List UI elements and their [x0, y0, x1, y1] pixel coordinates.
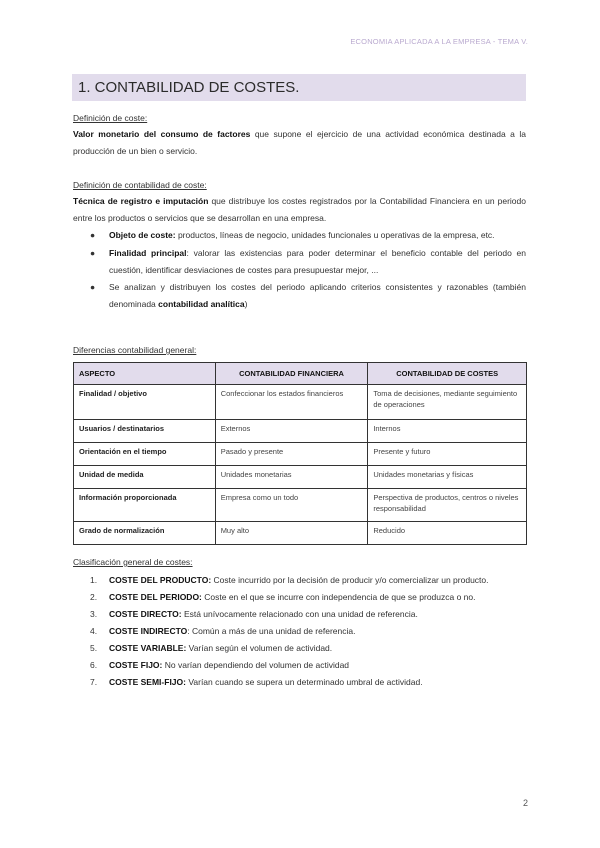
cell-financiera: Pasado y presente: [215, 443, 368, 466]
item-number: 4.: [90, 626, 98, 636]
page-number: 2: [522, 798, 528, 808]
bullet-list-contabilidad: [73, 227, 526, 314]
item-term: COSTE DEL PERIODO:: [109, 592, 202, 602]
cell-aspecto: Usuarios / destinatarios: [74, 420, 216, 443]
list-item: [73, 623, 526, 640]
item-number: 6.: [90, 660, 98, 670]
term-tecnica-registro: Técnica de registro e imputación: [73, 196, 209, 206]
cell-aspecto: Unidad de medida: [74, 466, 216, 489]
section-title: 1. CONTABILIDAD DE COSTES.: [72, 74, 526, 101]
item-text: No varían dependiendo del volumen de actividad: [162, 660, 350, 670]
item-term: COSTE DEL PRODUCTO:: [109, 575, 212, 585]
bullet-icon: ●: [90, 230, 96, 240]
header-costes: CONTABILIDAD DE COSTES: [368, 363, 527, 385]
comparison-table: [73, 362, 527, 545]
item-number: 2.: [90, 592, 98, 602]
bullet-text: Se analizan y distribuyen los costes del periodo aplicando criterios consistentes y razonables (también denominada: [109, 282, 526, 309]
item-text: Coste en el que se incurre con independencia de que se produzca o no.: [201, 592, 476, 602]
cell-financiera: Externos: [215, 420, 368, 443]
table-row: [74, 489, 527, 522]
cell-costes: Unidades monetarias y físicas: [368, 466, 527, 489]
cell-financiera: Unidades monetarias: [215, 466, 368, 489]
item-text: : Común a más de una unidad de referencia.: [187, 626, 356, 636]
bullet-text-end: ): [244, 299, 248, 309]
item-text: Varían según el volumen de actividad.: [186, 643, 333, 653]
table-header-row: [74, 363, 527, 385]
table-row: [74, 443, 527, 466]
bullet-term: contabilidad analítica: [158, 299, 245, 309]
cell-financiera: Muy alto: [215, 522, 368, 545]
cell-aspecto: Grado de normalización: [74, 522, 216, 545]
list-item: [73, 227, 526, 244]
cell-costes: Reducido: [368, 522, 527, 545]
bullet-icon: ●: [90, 247, 96, 258]
table-row: [74, 385, 527, 420]
item-number: 5.: [90, 643, 98, 653]
cell-aspecto: Información proporcionada: [74, 489, 216, 522]
item-number: 7.: [90, 677, 98, 687]
list-item: [73, 245, 526, 279]
item-term: COSTE SEMI-FIJO:: [109, 677, 186, 687]
list-item: [73, 279, 526, 313]
header-financiera: CONTABILIDAD FINANCIERA: [215, 363, 368, 385]
item-text: Coste incurrido por la decisión de producir y/o comercializar un producto.: [211, 575, 489, 585]
bullet-icon: ●: [90, 282, 96, 292]
cell-costes: Presente y futuro: [368, 443, 527, 466]
bullet-term: Objeto de coste:: [109, 230, 176, 240]
list-item: [73, 674, 526, 691]
list-item: [73, 657, 526, 674]
label-clasificacion: Clasificación general de costes:: [73, 557, 193, 567]
bullet-text: : valorar las existencias para poder determinar el beneficio contable del periodo en cuestión, identificar desviaciones de costes para presupuestar mejor, ...: [109, 247, 527, 275]
item-term: COSTE DIRECTO:: [109, 609, 182, 619]
running-header: ECONOMIA APLICADA A LA EMPRESA - TEMA V.: [350, 37, 528, 46]
term-valor-monetario: Valor monetario del consumo de factores: [73, 129, 251, 139]
item-number: 3.: [90, 609, 98, 619]
cell-financiera: Confeccionar los estados financieros: [215, 385, 368, 420]
definicion-coste-text: que supone el ejercicio de una actividad económica destinada a la producción de un bien o servicio.: [73, 129, 526, 156]
list-item: [73, 572, 526, 589]
table-row: [74, 522, 527, 545]
bullet-text: productos, líneas de negocio, unidades funcionales u operativas de la empresa, etc.: [175, 230, 495, 240]
item-term: COSTE INDIRECTO: [109, 626, 188, 636]
definicion-contabilidad-text: que distribuye los costes registrados por la Contabilidad Financiera en un periodo entre los productos o servicios que se desarrollan en una empresa.: [73, 196, 526, 223]
cell-aspecto: Finalidad / objetivo: [74, 385, 216, 420]
item-term: COSTE FIJO:: [109, 660, 163, 670]
list-item: [73, 589, 526, 606]
item-text: Está unívocamente relacionado con una unidad de referencia.: [181, 609, 418, 619]
label-definicion-contabilidad: Definición de contabilidad de coste:: [73, 180, 207, 190]
item-text: Varían cuando se supera un determinado umbral de actividad.: [185, 677, 423, 687]
list-item: [73, 640, 526, 657]
table-row: [74, 420, 527, 443]
item-number: 1.: [90, 575, 98, 585]
header-aspecto: ASPECTO: [74, 363, 216, 385]
table-row: [74, 466, 527, 489]
cell-financiera: Empresa como un todo: [215, 489, 368, 522]
numbered-list-costes: [73, 572, 526, 691]
cell-aspecto: Orientación en el tiempo: [74, 443, 216, 466]
label-diferencias: Diferencias contabilidad general:: [73, 345, 197, 355]
cell-costes: Toma de decisiones, mediante seguimiento de operaciones: [368, 385, 527, 420]
bullet-term: Finalidad principal: [109, 247, 187, 258]
cell-costes: Internos: [368, 420, 527, 443]
label-definicion-coste: Definición de coste:: [73, 113, 148, 123]
paragraph-definicion-contabilidad: [73, 193, 526, 227]
paragraph-definicion-coste: [73, 126, 526, 160]
list-item: [73, 606, 526, 623]
cell-costes: Perspectiva de productos, centros o niveles responsabilidad: [368, 489, 527, 522]
item-term: COSTE VARIABLE:: [109, 643, 187, 653]
